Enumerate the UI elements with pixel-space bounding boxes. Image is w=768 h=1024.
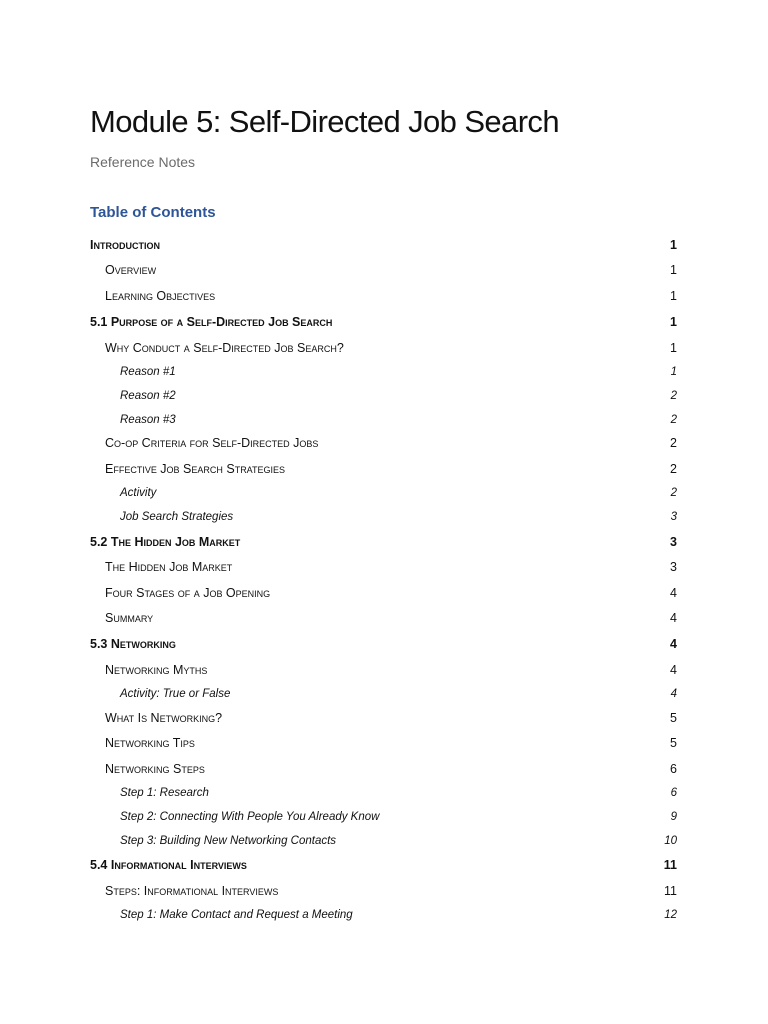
toc-entry-page-number: 4 [670, 611, 677, 625]
toc-entry[interactable] [0, 609, 768, 627]
toc-entry-page-number: 4 [670, 637, 677, 651]
toc-entry-label: 5.1 Purpose of a Self-Directed Job Search [90, 315, 333, 329]
toc-entry-label: 5.2 The Hidden Job Market [90, 535, 241, 549]
toc-entry-label: Step 2: Connecting With People You Already Know [120, 811, 380, 823]
document-subtitle: Reference Notes [90, 154, 196, 170]
toc-entry-label: The Hidden Job Market [105, 560, 233, 574]
toc-entry-label: Step 1: Research [120, 787, 209, 799]
toc-entry-page-number: 4 [670, 663, 677, 677]
toc-entry[interactable] [0, 709, 768, 727]
toc-entry[interactable] [0, 685, 768, 703]
toc-entry[interactable] [0, 661, 768, 679]
toc-entry-page-number: 5 [670, 736, 677, 750]
toc-entry-label: Summary [105, 611, 154, 625]
toc-entry[interactable] [0, 387, 768, 405]
toc-heading: Table of Contents [90, 204, 216, 221]
document-title: Module 5: Self-Directed Job Search [90, 104, 559, 139]
toc-entry-label: 5.4 Informational Interviews [90, 858, 247, 872]
toc-entry-page-number: 1 [670, 366, 677, 378]
toc-entry-label: Reason #1 [120, 366, 176, 378]
toc-entry-label: Four Stages of a Job Opening [105, 586, 271, 600]
toc-entry[interactable] [0, 635, 768, 653]
toc-entry[interactable] [0, 760, 768, 778]
toc-entry-label: Co-op Criteria for Self-Directed Jobs [105, 436, 319, 450]
toc-entry[interactable] [0, 734, 768, 752]
toc-entry-page-number: 1 [670, 289, 677, 303]
toc-entry-page-number: 2 [670, 390, 677, 402]
toc-entry-label: Reason #3 [120, 414, 176, 426]
toc-entry[interactable] [0, 784, 768, 802]
toc-entry-label: Introduction [90, 238, 160, 252]
toc-entry-label: Networking Myths [105, 663, 208, 677]
toc-entry[interactable] [0, 313, 768, 331]
toc-entry-label: Overview [105, 263, 157, 277]
toc-entry[interactable] [0, 558, 768, 576]
toc-entry[interactable] [0, 484, 768, 502]
toc-entry-page-number: 1 [670, 341, 677, 355]
toc-entry-page-number: 3 [670, 535, 677, 549]
toc-entry-label: Networking Steps [105, 762, 205, 776]
toc-entry[interactable] [0, 363, 768, 381]
toc-entry-label: Learning Objectives [105, 289, 216, 303]
toc-entry-page-number: 1 [670, 315, 677, 329]
toc-entry-page-number: 4 [670, 586, 677, 600]
toc-entry-page-number: 2 [670, 414, 677, 426]
toc-entry-label: Step 3: Building New Networking Contacts [120, 835, 337, 847]
toc-entry-label: 5.3 Networking [90, 637, 176, 651]
toc-entry[interactable] [0, 832, 768, 850]
toc-entry-label: Reason #2 [120, 390, 176, 402]
toc-entry[interactable] [0, 584, 768, 602]
toc-entry-label: Step 1: Make Contact and Request a Meeting [120, 909, 353, 921]
toc-entry-page-number: 4 [670, 688, 677, 700]
toc-entry-page-number: 6 [670, 787, 677, 799]
toc-entry-page-number: 11 [663, 858, 677, 872]
toc-entry-label: Networking Tips [105, 736, 195, 750]
toc-entry[interactable] [0, 236, 768, 254]
toc-entry[interactable] [0, 411, 768, 429]
toc-entry-page-number: 12 [664, 909, 677, 921]
toc-entry-label: Job Search Strategies [120, 511, 234, 523]
toc-entry[interactable] [0, 808, 768, 826]
toc-entry-label: What Is Networking? [105, 711, 223, 725]
toc-entry-page-number: 1 [670, 263, 677, 277]
toc-entry-label: Effective Job Search Strategies [105, 462, 286, 476]
toc-entry-page-number: 9 [670, 811, 677, 823]
toc-entry-page-number: 11 [664, 884, 677, 898]
toc-entry-page-number: 2 [670, 487, 677, 499]
toc-entry[interactable] [0, 508, 768, 526]
toc-entry-page-number: 2 [670, 462, 677, 476]
toc-entry-label: Why Conduct a Self-Directed Job Search? [105, 341, 344, 355]
toc-entry-label: Activity: True or False [120, 688, 231, 700]
toc-entry[interactable] [0, 460, 768, 478]
toc-entry-page-number: 3 [670, 511, 677, 523]
toc-entry-label: Steps: Informational Interviews [105, 884, 279, 898]
toc-entry-page-number: 2 [670, 436, 677, 450]
toc-entry-label: Activity [120, 487, 157, 499]
toc-entry[interactable] [0, 533, 768, 551]
toc-entry[interactable] [0, 287, 768, 305]
toc-entry-page-number: 6 [670, 762, 677, 776]
toc-entry-page-number: 10 [664, 835, 677, 847]
toc-entry-page-number: 1 [670, 238, 677, 252]
toc-entry[interactable] [0, 856, 768, 874]
toc-entry[interactable] [0, 882, 768, 900]
toc-entry-page-number: 5 [670, 711, 677, 725]
toc-entry-page-number: 3 [670, 560, 677, 574]
toc-entry[interactable] [0, 261, 768, 279]
toc-entry[interactable] [0, 339, 768, 357]
toc-entry[interactable] [0, 434, 768, 452]
toc-entry[interactable] [0, 906, 768, 924]
